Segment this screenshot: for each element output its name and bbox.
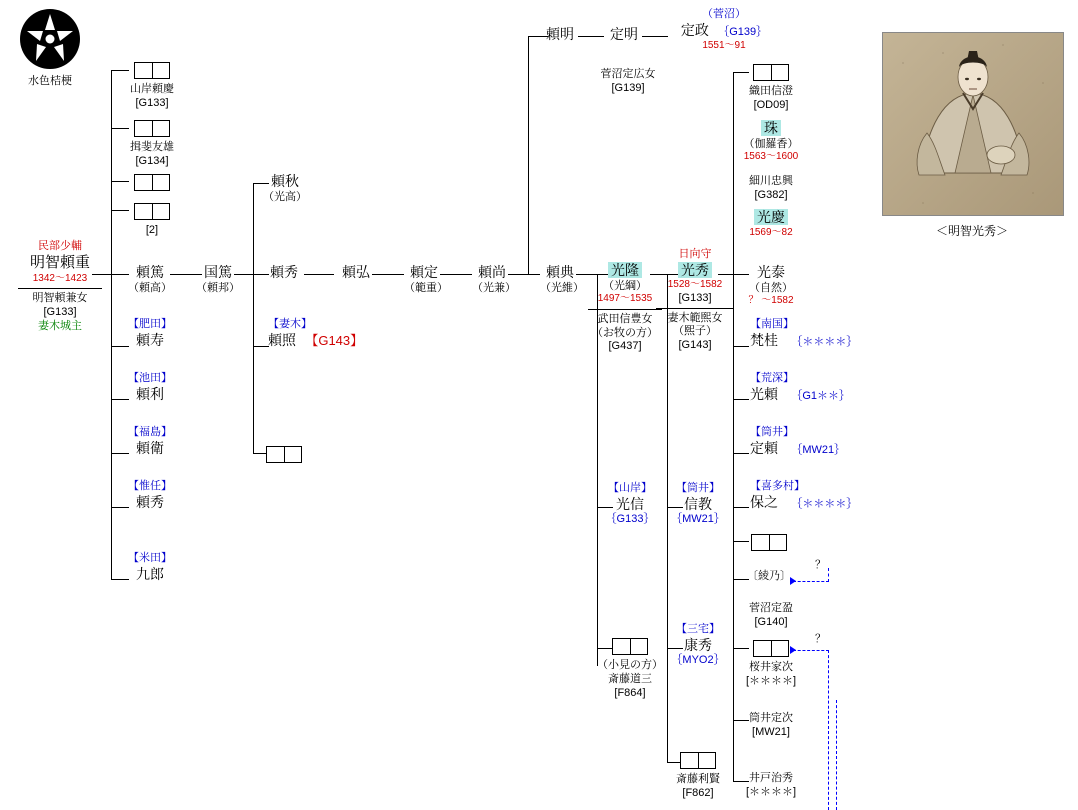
suganuma-tag: （菅沼） [702,8,746,20]
reference-line [828,650,829,810]
yorihiro-top-name: 頼明 [546,26,574,42]
node-ido-haruhide[interactable] [734,772,808,800]
mitsuhide-spouse-sub: （煕子） [673,325,717,338]
yamagishi-name: 山岸頼慶 [130,83,174,95]
mitsuyasu-name: 光泰 [757,264,785,280]
node-sakurai-ietsugu[interactable] [734,640,808,689]
question-mark-2: ？ [815,633,826,645]
mitsuyoshi-years: 1569〜82 [749,226,793,238]
omi-code: [F864] [614,686,646,699]
suganuma-daughter-code: [G139] [611,81,645,94]
node-box3[interactable] [116,174,188,195]
tsumaki-code: 【G143】 [305,332,364,348]
node-fukushima-yorie[interactable] [118,426,182,457]
node-yorinori[interactable] [540,264,584,295]
akechi-mitsuhide-portrait [882,32,1064,216]
mitsuyasu-years: ？ 〜1582 [748,295,794,307]
tsutsui-sadayori-tag: 【筒井】 [750,426,794,438]
yoriaki-name: 頼秋 [271,173,299,189]
yorishige-note: 妻木城主 [38,319,82,332]
ayano-name: 〔綾乃〕 [747,570,791,582]
question-mark-1: ？ [815,559,826,571]
connector [440,274,472,275]
tama-years: 1563〜1600 [743,151,799,163]
box4-code: [2] [145,224,159,236]
tsutsui-sadayori-code: ｛MW21｝ [791,443,846,456]
nobunori-name: 信教 [684,495,712,512]
koretou-tag: 【惟任】 [128,480,172,492]
node-sadaaki[interactable] [604,26,644,44]
nobunori-code: ｛MW21｝ [671,513,725,526]
unknown-box [266,446,302,463]
unknown-box [753,640,789,657]
unknown-box [134,62,170,79]
koretou-name: 頼秀 [136,493,164,510]
mitsuyasu-sub: （自然） [749,281,793,294]
yasuhide-code: ｛MYO2｝ [671,654,725,667]
mitsunobu-code: ｛G133｝ [605,513,655,526]
node-yorihiro-top[interactable] [540,26,580,44]
mitsutaka-name: 光隆 [608,262,642,278]
node-arakawa-mitsuyori[interactable] [734,372,880,404]
mitsuhide-spouse-code: [G143] [678,339,712,351]
portrait-caption: ＜明智光秀＞ [935,224,1008,238]
node-yamagishi-yorichika[interactable] [116,62,188,111]
oda-name: 織田信澄 [749,85,793,97]
node-ikeda-yoritoshi[interactable] [118,372,182,403]
connector [111,70,112,580]
yorisada-sub: （範重） [404,281,448,294]
node-mitsuyasu[interactable] [734,264,808,308]
suganuma-daughter-name: 菅沼定広女 [600,68,656,80]
node-suganuma-sadahiro-daughter[interactable] [578,68,678,96]
mitsutaka-code: [G437] [608,340,642,353]
yoriaki-sub: （光高） [263,190,307,203]
yoriatsu-name: 頼篤 [136,264,164,280]
kabai-name: 揖斐友雄 [130,141,174,153]
yasuhide-tag: 【三宅】 [676,623,720,635]
yorinori-sub: （光維） [540,281,584,294]
hida-name: 頼寿 [136,331,164,348]
node-suganuma-sadamitsu[interactable] [734,602,808,630]
tsutsui-sadayori-name: 定頼 [750,439,778,456]
clan-crest [8,8,92,88]
kunitoku-name: 国篤 [204,264,232,280]
suganuma-name: 定政 [680,21,709,38]
reference-line [828,568,829,582]
sadatsugu-code: [MW21] [752,725,790,738]
ido-name: 井戸治秀 [749,772,793,784]
node-yoriatsu[interactable] [120,264,180,295]
node-box4[interactable] [116,203,188,238]
node-yorihide2[interactable] [256,264,312,282]
yoriatsu-sub: （頼高） [128,281,172,294]
node-tsutsui-sadatsugu[interactable] [734,712,808,740]
node-nangoku-bonkei[interactable] [734,318,880,350]
unknown-box [134,203,170,220]
suganuma-years: 1551〜91 [702,39,746,51]
hosokawa-code: [G382] [754,188,788,201]
kunitoku-sub: （頼邦） [196,281,240,294]
node-yoriaki[interactable] [254,173,316,204]
hida-tag: 【肥田】 [128,318,172,330]
sadatsugu-name: 筒井定次 [749,712,793,724]
yasuhide-name: 康秀 [684,636,712,653]
node-kabai-tomoo[interactable] [116,120,188,169]
ikeda-tag: 【池田】 [128,372,172,384]
node-kitamura-yasuyuki[interactable] [734,480,890,512]
node-box-ayano-parent[interactable] [734,534,804,555]
node-yorihiro[interactable] [336,264,376,282]
sakurai-code: [＊＊＊＊] [745,674,797,687]
arakawa-tag: 【荒深】 [750,372,794,384]
yorinao-name: 頼尚 [478,264,506,280]
tsumaki-tag: 【妻木】 [268,318,312,330]
sadaaki-name: 定明 [610,26,638,42]
node-ayano[interactable] [734,570,804,584]
unknown-box [612,638,648,655]
connector [372,274,404,275]
unknown-box [753,64,789,81]
mitsutaka-years: 1497〜1535 [597,293,653,305]
crest-label: 水色桔梗 [28,75,72,87]
fukushima-tag: 【福島】 [128,426,172,438]
mitsuhide-title: 日向守 [678,248,712,260]
mitsutaka-spouse2: （お牧の方） [592,326,658,339]
mitsuhide-code: [G133] [678,291,712,304]
fukushima-name: 頼衛 [136,439,164,456]
nangoku-name: 梵桂 [750,331,778,348]
nangoku-code: ｛＊＊＊＊｝ [791,335,858,348]
node-omi-no-kata[interactable] [596,638,664,700]
yorishige-years: 1342〜1423 [32,272,88,284]
node-mitsutaka[interactable] [588,262,662,354]
yorishige-name: 明智頼重 [29,253,90,271]
node-mitsunobu[interactable] [598,482,662,527]
unknown-box [134,174,170,191]
node-hida-yorihisa[interactable] [118,318,182,349]
tsumaki-name: 頼照 [268,331,296,348]
node-tama[interactable] [734,120,808,164]
mitsuhide-spouse: 妻木範煕女 [656,308,734,326]
connector [528,36,529,274]
node-hosokawa-tadaoki[interactable] [734,175,808,203]
node-mitsuhide[interactable] [656,248,734,353]
ido-code: [＊＊＊＊] [745,785,797,798]
node-tsutsui-sadayori[interactable] [734,426,880,458]
arakawa-code: ｛G1＊＊｝ [791,389,851,402]
mitsutaka-spouse1: 武田信豊女 [588,309,662,327]
node-yorisada[interactable] [404,264,448,295]
node-saito-toshikata[interactable] [664,752,732,801]
sadamitsu-code: [G140] [754,615,788,628]
nobunori-tag: 【筒井】 [676,482,720,494]
unknown-box [134,120,170,137]
nangoku-tag: 【南国】 [750,318,794,330]
mitsuhide-name: 光秀 [678,262,712,278]
saito-name: 斎藤利賢 [676,773,720,785]
hosokawa-name: 細川忠興 [749,175,793,187]
yorihiro-name: 頼弘 [342,264,370,280]
node-yasuhide[interactable] [664,623,732,668]
reference-line [836,700,837,810]
mitsunobu-tag: 【山岸】 [608,482,652,494]
unknown-box [680,752,716,769]
suganuma-code: ｛G139｝ [718,25,768,38]
omi-sub: （小見の方） [597,659,663,671]
node-oda-nobusumi[interactable] [734,64,808,113]
node-yoneda-kuro[interactable] [118,552,182,583]
sadamitsu-name: 菅沼定盈 [749,602,793,614]
mitsunobu-name: 光信 [616,495,644,512]
arakawa-name: 光頼 [750,385,778,402]
connector [508,274,540,275]
yoneda-tag: 【米田】 [128,552,172,564]
node-box-tsumaki[interactable] [256,446,312,467]
kikyo-crest-icon [16,8,84,70]
node-yorinao[interactable] [472,264,516,295]
portrait-block [882,32,1062,239]
unknown-box [751,534,787,551]
kitamura-name: 保之 [750,493,778,510]
sakurai-name: 桜井家次 [749,661,793,673]
kitamura-code: ｛＊＊＊＊｝ [791,497,858,510]
yoneda-name: 九郎 [136,565,164,582]
yorishige-spouse-code: [G133] [43,305,77,318]
ikeda-name: 頼利 [136,385,164,402]
node-kunitoku[interactable] [188,264,248,295]
mitsutaka-sub: （光綱） [603,279,647,292]
yamagishi-code: [G133] [135,96,169,109]
node-tsumaki-yoriteru[interactable] [250,318,408,349]
yorinori-name: 頼典 [546,264,574,280]
node-koretou-yorihide[interactable] [118,480,182,511]
oda-code: [OD09] [753,98,789,111]
connector [578,36,604,37]
tama-sub: （伽羅香） [743,137,799,150]
node-mitsuyoshi[interactable] [734,209,808,239]
yorishige-spouse: 明智頼兼女 [18,288,102,306]
mitsuyoshi-name: 光慶 [754,209,788,225]
yorisada-name: 頼定 [410,264,438,280]
omi-father: 斎藤道三 [608,672,652,685]
kabai-code: [G134] [135,154,169,167]
yorihide2-name: 頼秀 [270,264,298,280]
tama-name: 珠 [761,120,781,136]
kitamura-tag: 【喜多村】 [750,480,805,492]
yorishige-title: 民部少輔 [38,240,82,252]
node-yorishige[interactable] [18,240,102,333]
saito-code: [F862] [682,786,714,799]
node-nobunori[interactable] [664,482,732,527]
mitsuhide-years: 1528〜1582 [667,279,723,291]
yorinao-sub: （光兼） [472,281,516,294]
node-suganuma-sadamasa[interactable] [664,8,784,52]
